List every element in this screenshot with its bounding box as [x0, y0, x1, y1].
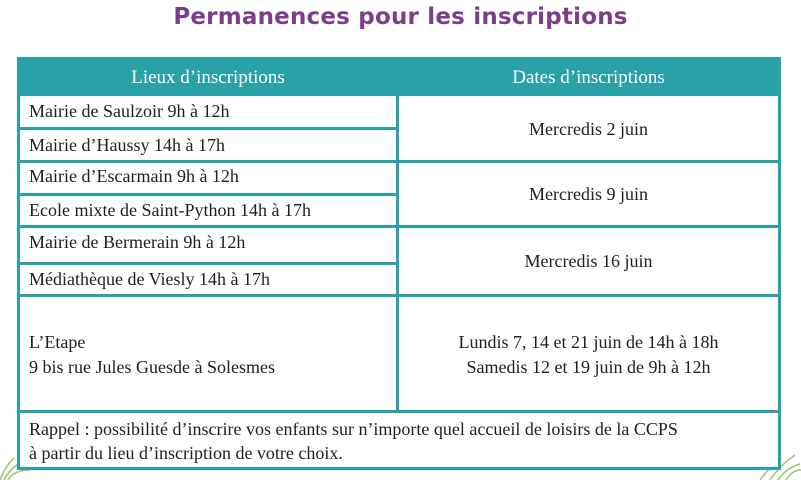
date-cell: Mercredis 16 juin — [524, 251, 653, 271]
row-divider — [20, 127, 396, 130]
date-cell: Mercredis 9 juin — [529, 184, 648, 204]
table-header — [20, 60, 778, 96]
place-cell: L’Etape — [29, 332, 86, 352]
page-title: Permanences pour les inscriptions — [173, 4, 628, 30]
registration-table — [17, 57, 781, 470]
date-cell: Lundis 7, 14 et 21 juin de 14h à 18h — [458, 332, 719, 352]
reminder-text: à partir du lieu d’inscription de votre choix. — [29, 443, 343, 463]
place-address: 9 bis rue Jules Guesde à Solesmes — [29, 357, 275, 377]
row-divider — [20, 193, 396, 196]
date-cell: Samedis 12 et 19 juin de 9h à 12h — [466, 357, 711, 377]
header-dates: Dates d’inscriptions — [512, 67, 665, 88]
group-divider — [20, 410, 778, 413]
date-cell: Mercredis 2 juin — [529, 119, 648, 139]
place-cell: Ecole mixte de Saint-Python 14h à 17h — [29, 200, 311, 220]
place-cell: Mairie d’Escarmain 9h à 12h — [29, 166, 239, 186]
reminder-text: Rappel : possibilité d’inscrire vos enfants sur n’importe quel accueil de loisirs de la CCPS — [29, 419, 678, 439]
place-cell: Mairie d’Haussy 14h à 17h — [29, 135, 225, 155]
group-divider — [20, 294, 778, 297]
place-cell: Mairie de Saulzoir 9h à 12h — [29, 101, 230, 121]
group-divider — [20, 160, 778, 163]
group-divider — [20, 225, 778, 228]
header-lieux: Lieux d’inscriptions — [131, 67, 285, 88]
place-cell: Médiathèque de Viesly 14h à 17h — [29, 269, 271, 289]
row-divider — [20, 262, 396, 265]
place-cell: Mairie de Bermerain 9h à 12h — [29, 232, 246, 252]
